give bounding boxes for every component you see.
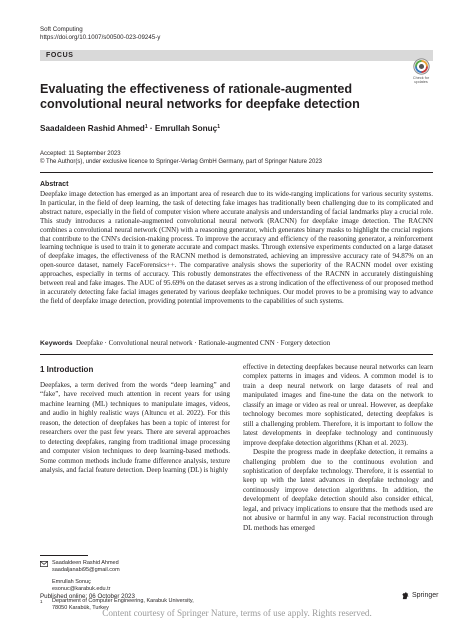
corresponding-author-name: Emrullah Sonuç (52, 579, 91, 586)
affiliation-mark: 1 (144, 124, 148, 130)
footnote-divider (40, 555, 88, 556)
paragraph: Despite the progress made in deepfake detection, it remains a challenging problem due to the continuous evolution and sophistication of deepfake technology. Therefore, it is essential to keep up with the latest advances in deepfake technology and continuously improve detection algorithms. In addition, the development of deepfake detection should also consider ethical, legal, and privacy implications to ensure that the methods used are not abusive or harmful in any way. Facial reconstruction through DL methods has emerged (243, 448, 433, 532)
journal-name: Soft Computing (40, 26, 83, 33)
author-name[interactable]: Saadaldeen Rashid Ahmed (40, 124, 145, 133)
author-list (40, 124, 220, 133)
envelope-icon (40, 560, 52, 593)
published-online: Published online: 06 October 2023 (40, 593, 135, 600)
affiliation-mark: 1 (40, 599, 43, 605)
divider (40, 172, 433, 173)
corresponding-author-email[interactable]: esonuc@karabuk.edu.tr (52, 586, 111, 593)
check-for-updates-badge[interactable] (408, 58, 434, 85)
column-left (40, 381, 230, 476)
author-name[interactable]: Emrullah Sonuç (154, 124, 218, 133)
corresponding-author-email[interactable]: saadaljanabi95@gmail.com (52, 567, 120, 574)
keywords-label: Keywords (40, 340, 73, 347)
keywords-list: Deepfake · Convolutional neural network · Rationale-augmented CNN · Forgery detection (75, 339, 331, 347)
divider (40, 354, 433, 355)
paragraph: effective in detecting deepfakes because neural networks can learn complex patterns in images and videos. A common model is to train a deep neural network on large datasets of real and manipulated images and fine-tune the data on the network to classify an image or video as real or unreal. However, as deepfake technology becomes more sophisticated, detecting deepfakes is still a challenging problem. Therefore, it is important to follow the latest developments in deepfake technology and continuously improve deepfake detection algorithms (Khan et al. 2023). (243, 363, 433, 447)
author-footnotes (40, 560, 230, 613)
section-heading: 1 Introduction (40, 365, 94, 374)
publication-dates (40, 150, 322, 166)
article-title: Evaluating the effectiveness of rationale-augmented convolutional neural networks for deepfake detection (40, 82, 360, 111)
keywords (40, 339, 330, 348)
copyright-notice: © The Author(s), under exclusive licence to Springer-Verlag GmbH Germany, part of Springer Nature 2023 (40, 159, 322, 165)
focus-bar (40, 50, 433, 61)
accepted-date: Accepted: 11 September 2023 (40, 151, 121, 157)
doi-link[interactable]: https://doi.org/10.1007/s00500-023-09245-y (40, 34, 161, 41)
publisher-name: Springer (412, 592, 439, 599)
affiliation-line: 78050 Karabük, Turkey (52, 605, 109, 612)
check-updates-line2: updates (414, 80, 428, 85)
author-separator: · (147, 124, 155, 133)
courtesy-notice: Content courtesy of Springer Nature, terms of use apply. Rights reserved. (102, 608, 372, 618)
focus-label: FOCUS (46, 51, 74, 59)
check-updates-icon (413, 58, 430, 75)
abstract-heading: Abstract (40, 181, 69, 188)
springer-horse-icon (401, 591, 410, 600)
journal-header (40, 26, 160, 42)
publisher-logo[interactable] (401, 591, 438, 600)
column-right (243, 363, 433, 533)
check-updates-line1: Check for (412, 76, 430, 80)
paragraph: Deepfakes, a term derived from the words “deep learning” and “fake”, have received much attention in recent years for using machine learning (ML) techniques to manipulate images, videos, and audio in highly realistic ways (Altuncu et al. 2022). For this reason, the detection of deepfakes has been a topic of interest for researchers over the past few years. There are several approaches to detecting deepfakes, ranging from traditional image processing and computer vision techniques to deep learning-based methods. Some common methods include frame difference analysis, texture analysis, and facial feature detection. Deep learning (DL) is highly (40, 381, 230, 475)
affiliation-line: Department of Computer Engineering, Karabuk University, (52, 598, 194, 605)
corresponding-author-name: Saadaldeen Rashid Ahmed (52, 560, 119, 566)
abstract-text: Deepfake image detection has emerged as an important area of research due to its wide-ranging implications for various security systems. In particular, in the field of deep learning, the task of detecting fake images has traditionally been challenging due to its complicated and abstract nature, especially in the field of computer vision where accurate analysis and understanding of facial landmarks play a crucial role. This study introduces a rationale-augmented convolutional neural network (RACNN) for deepfake image detection. The RACNN combines a convolutional neural network (CNN) with a reasoning generator, which generates binary masks to highlight the crucial regions that contribute to the CNN's decision-making process. To improve the accuracy and efficiency of the reasoning generator, a reinforcement learning technique is used to train it to generate accurate and compact masks. Through extensive experiments conducted on a large dataset of deepfake images, the effectiveness of the RACNN method is demonstrated, achieving an impressive accuracy rate of 94.87% on an open-source dataset, namely FaceForensics++. The comparative analysis shows the superiority of the RACNN model over existing approaches, especially in terms of accuracy. This robustly demonstrates the effectiveness of the RACNN in accurately distinguishing between real and fake images. The AUC of 95.69% on the dataset serves as a strong indication of the effectiveness of our proposed method in accurately detecting fake facial images generated by various deepfake techniques. Our model proves to be a promising way to advance the field of deepfake image detection, providing potential improvements to the capabilities of such systems. (40, 190, 433, 305)
affiliation-mark: 1 (217, 124, 220, 130)
